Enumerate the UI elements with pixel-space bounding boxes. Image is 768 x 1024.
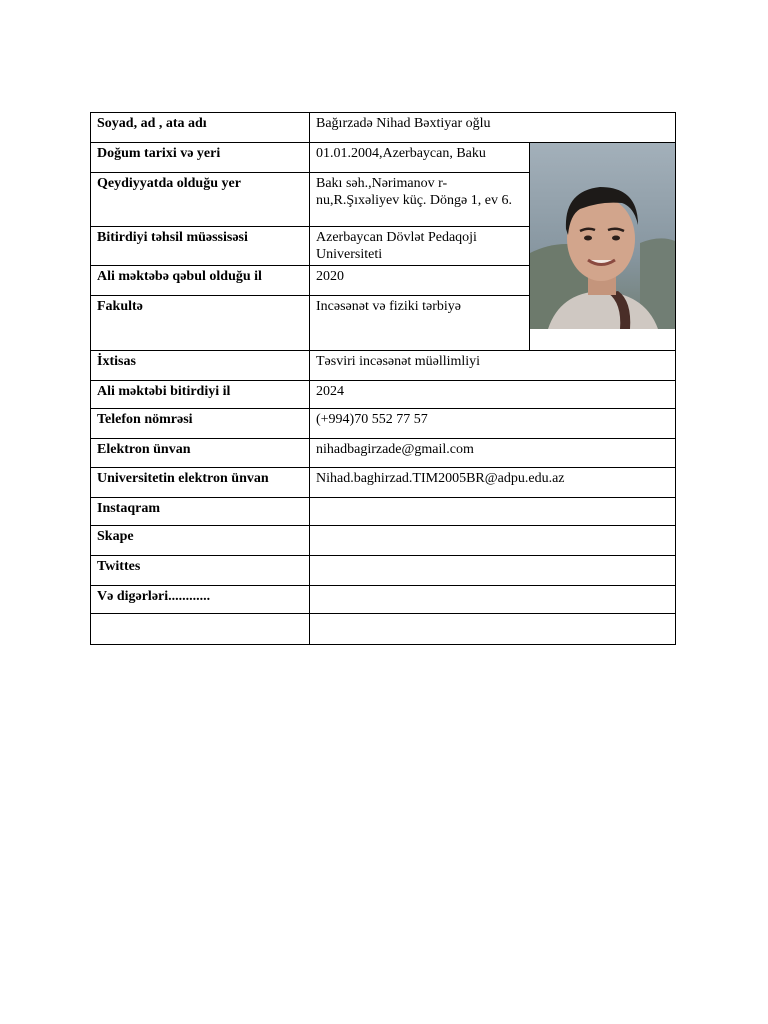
label-full-name: Soyad, ad , ata adı (91, 113, 310, 143)
value-faculty: Incəsənət və fiziki tərbiyə (310, 296, 530, 351)
label-email: Elektron ünvan (91, 439, 310, 468)
profile-photo (530, 143, 675, 329)
value-registration: Bakı səh.,Nərimanov r-nu,R.Şıxəliyev küç. Döngə 1, ev 6. (310, 173, 530, 227)
value-email: nihadbagirzade@gmail.com (310, 439, 676, 468)
table-row (91, 586, 676, 614)
label-phone: Telefon nömrəsi (91, 409, 310, 439)
table-row (91, 498, 676, 526)
info-table (90, 112, 676, 645)
table-row (91, 381, 676, 409)
value-full-name: Bağırzadə Nihad Bəxtiyar oğlu (310, 113, 676, 143)
table-row (91, 614, 676, 645)
label-registration: Qeydiyyatda olduğu yer (91, 173, 310, 227)
value-specialty: Təsviri incəsənət müəllimliyi (310, 351, 676, 381)
label-skype: Skape (91, 526, 310, 556)
label-twitter: Twittes (91, 556, 310, 586)
table-row (91, 351, 676, 381)
value-skype (310, 526, 676, 556)
value-twitter (310, 556, 676, 586)
photo-cell (530, 143, 676, 351)
label-others: Və digərləri............ (91, 586, 310, 614)
table-row (91, 526, 676, 556)
label-instagram: Instaqram (91, 498, 310, 526)
table-row (91, 556, 676, 586)
label-admission-year: Ali məktəbə qəbul olduğu il (91, 266, 310, 296)
label-specialty: İxtisas (91, 351, 310, 381)
label-institution: Bitirdiyi təhsil müəssisəsi (91, 227, 310, 266)
table-row (91, 143, 676, 173)
value-phone: (+994)70 552 77 57 (310, 409, 676, 439)
value-birth: 01.01.2004,Azerbaycan, Baku (310, 143, 530, 173)
value-empty (310, 614, 676, 645)
value-graduation-year: 2024 (310, 381, 676, 409)
value-admission-year: 2020 (310, 266, 530, 296)
label-university-email: Universitetin elektron ünvan (91, 468, 310, 498)
table-row (91, 409, 676, 439)
table-row (91, 439, 676, 468)
value-university-email: Nihad.baghirzad.TIM2005BR@adpu.edu.az (310, 468, 676, 498)
value-instagram (310, 498, 676, 526)
label-faculty: Fakultə (91, 296, 310, 351)
table-row (91, 113, 676, 143)
label-empty (91, 614, 310, 645)
table-row (91, 468, 676, 498)
label-birth: Doğum tarixi və yeri (91, 143, 310, 173)
label-graduation-year: Ali məktəbi bitirdiyi il (91, 381, 310, 409)
value-institution: Azerbaycan Dövlət Pedaqoji Universiteti (310, 227, 530, 266)
value-others (310, 586, 676, 614)
